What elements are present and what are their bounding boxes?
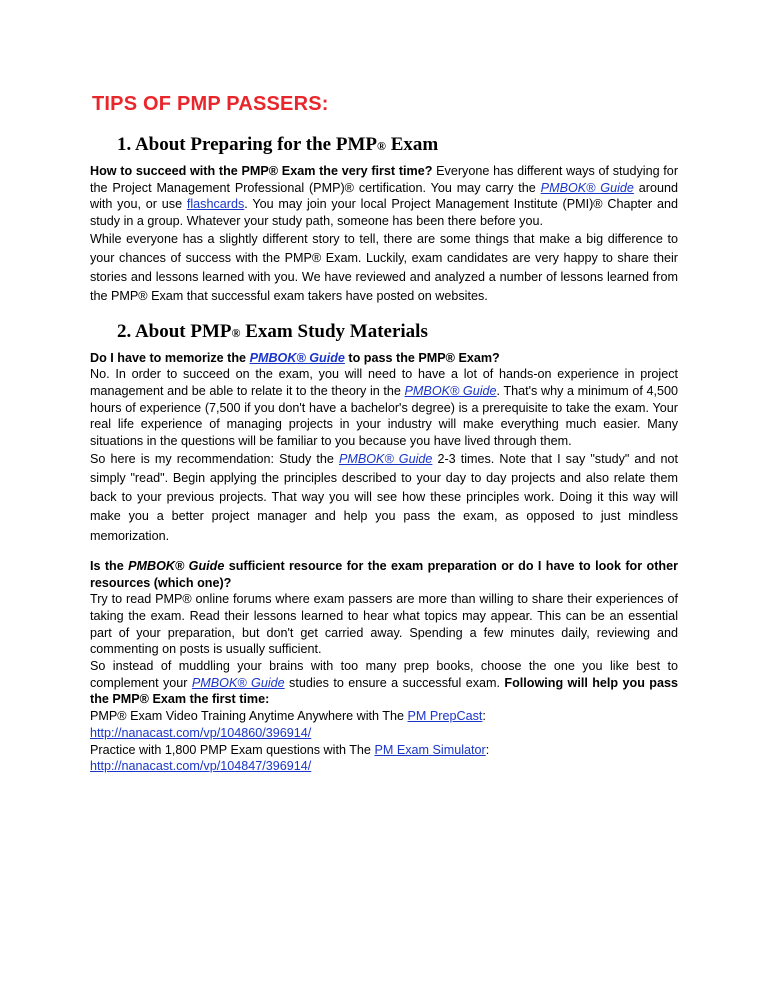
section-1-paragraph-1 [90, 163, 678, 230]
resource-2 [90, 742, 678, 759]
answer-2-paragraph [90, 450, 678, 546]
paragraph-text: So instead of muddling your brains with too many prep books, choose the one you like best to complement your [90, 659, 678, 690]
resource-2-url-line [90, 758, 678, 775]
prepcast-url-link[interactable]: http://nanacast.com/vp/104860/396914/ [90, 725, 312, 740]
pmbok-guide-title: PMBOK® Guide [128, 558, 225, 573]
pmbok-guide-link[interactable]: PMBOK® Guide [338, 451, 433, 466]
question-text: Is the [90, 558, 129, 573]
question-text: Do I have to memorize the [90, 350, 250, 365]
resource-text: : [482, 709, 486, 724]
paragraph-text: . That's why a minimum of 4,500 hours of experience (7,500 if you don't have a bachelor's degree) is a prerequisite to take the exam. Your real life experience of managing projects in your industry will make everything much easier. Many situations in the questions will be familiar to you because you have lived through them. [90, 384, 678, 449]
simulator-url-link[interactable]: http://nanacast.com/vp/104847/396914/ [90, 759, 312, 774]
paragraph-text: Everyone has different ways of studying for the Project Management Professional (PMP)® certification. You may carry the [90, 164, 679, 195]
document-page [90, 92, 678, 775]
section-2-heading-suffix: Exam Study Materials [240, 320, 428, 342]
section-1-heading [117, 134, 678, 157]
question-text: How to succeed with the PMP® Exam the very first time? [90, 164, 433, 178]
registered-mark: ® [231, 325, 241, 340]
paragraph-text: studies to ensure a successful exam. [284, 675, 505, 690]
paragraph-text: So here is my recommendation: Study the [90, 451, 339, 466]
answer-1-paragraph [90, 366, 678, 450]
paragraph-text: . You may join your local Project Management Institute (PMI)® Chapter and study in a group. Whatever your study path, someone has been there before you. [90, 197, 678, 229]
pm-exam-simulator-link[interactable]: PM Exam Simulator [374, 742, 486, 757]
resource-text: Practice with 1,800 PMP Exam questions with The [90, 742, 375, 757]
section-1-paragraph-2: While everyone has a slightly different story to tell, there are some things that make a big difference to your chances of success with the PMP® Exam. Luckily, exam candidates are very happy to share their stories and lessons learned with you. We have reviewed and analyzed a number of lessons learned from the PMP® Exam that successful exam takers have posted on websites. [90, 231, 678, 304]
question-text: sufficient resource for the exam preparation or do I have to look for other resources (which one)? [90, 558, 678, 590]
paragraph-text: around with you, or use [90, 180, 679, 212]
resource-text: : [485, 742, 490, 757]
resource-text: PMP® Exam Video Training Anytime Anywhere with The [90, 709, 408, 724]
section-2-heading-text: 2. About PMP [117, 320, 232, 342]
resource-1 [90, 708, 678, 725]
question-2 [90, 558, 678, 591]
flashcards-link[interactable]: flashcards [186, 197, 245, 212]
answer-3-paragraph: Try to read PMP® online forums where exam passers are more than willing to share their experiences of taking the exam. Read their lessons learned to hear what topics may appear. This can be an essential part of your preparation, but don't get carried away. Spending a few minutes daily, reviewing and commenting on posts is usually sufficient. [90, 592, 678, 657]
resource-1-url-line [90, 725, 678, 742]
bold-callout: Following will help you pass the PMP® Exam the first time: [90, 675, 679, 707]
question-1 [90, 350, 678, 367]
section-2-heading [117, 321, 678, 344]
section-1-heading-text: 1. About Preparing for the PMP [117, 134, 377, 155]
paragraph-text: 2-3 times. Note that I say "study" and not simply "read". Begin applying the principles described to your day to day projects and also relate them back to your previous projects. That way you will see how these principles work. Doing it this way will make you a better project manager and help you pass the exam, as opposed to just mindless memorization. [90, 451, 679, 543]
pmbok-guide-link[interactable]: PMBOK® Guide [191, 675, 285, 690]
question-text: to pass the PMP® Exam? [344, 350, 500, 365]
page-title: TIPS OF PMP PASSERS: [92, 93, 329, 115]
registered-mark: ® [377, 139, 386, 153]
pmbok-guide-link[interactable]: PMBOK® Guide [540, 180, 634, 195]
pm-prepcast-link[interactable]: PM PrepCast [407, 709, 483, 724]
pmbok-guide-link[interactable]: PMBOK® Guide [404, 384, 497, 399]
answer-4-paragraph [90, 658, 678, 708]
paragraph-text: No. In order to succeed on the exam, you will need to have a lot of hands-on experience in project management and be able to relate it to the theory in the [90, 367, 678, 399]
section-1-heading-suffix: Exam [385, 134, 439, 155]
pmbok-guide-link[interactable]: PMBOK® Guide [249, 350, 345, 365]
